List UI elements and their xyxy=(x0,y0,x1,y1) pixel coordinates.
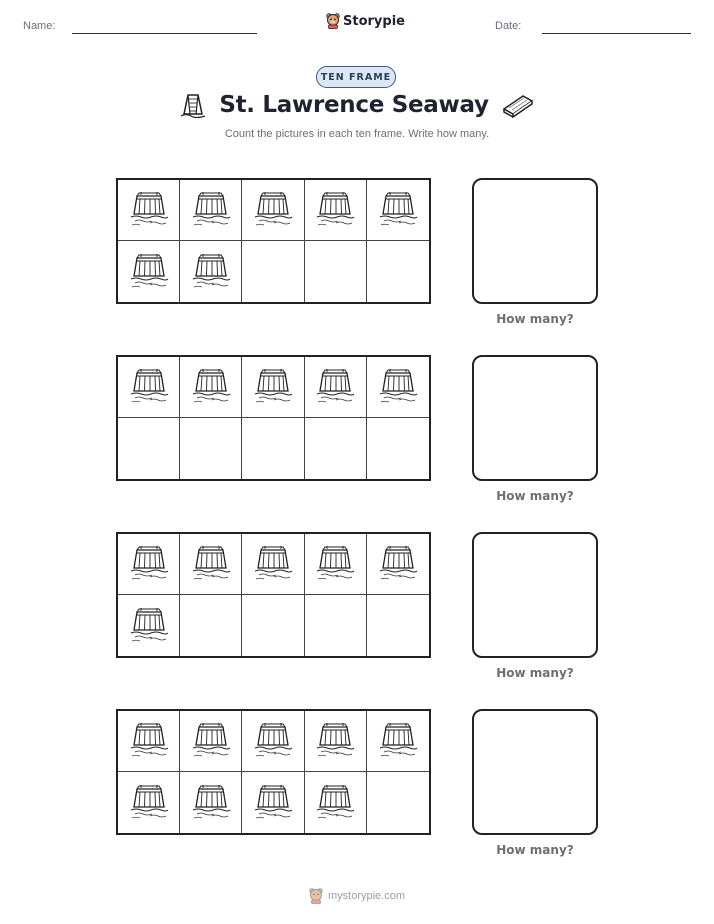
ten-frame-cell xyxy=(305,180,367,241)
ten-frame-cell xyxy=(367,418,429,479)
lock-gate-icon xyxy=(314,541,356,587)
ten-frame-cell xyxy=(242,180,304,241)
ten-frame-cell xyxy=(242,595,304,656)
ten-frame-cell xyxy=(367,357,429,418)
name-line[interactable] xyxy=(72,33,257,34)
lock-gate-icon xyxy=(314,364,356,410)
ten-frame-cell xyxy=(242,711,304,772)
lock-gate-icon xyxy=(190,364,232,410)
title-row xyxy=(0,92,714,118)
footer-url[interactable]: mystorypie.com xyxy=(327,890,406,902)
date-label: Date: xyxy=(495,20,522,32)
ten-frame-cell xyxy=(118,357,180,418)
answer-box-2[interactable] xyxy=(472,355,598,481)
how-many-label-1: How many? xyxy=(496,312,574,326)
lock-gate-icon xyxy=(128,187,170,233)
lock-gate-icon xyxy=(128,249,170,295)
ten-frame-cell xyxy=(242,241,304,302)
ten-frame-cell xyxy=(118,711,180,772)
lock-gate-icon xyxy=(314,718,356,764)
lock-gate-icon xyxy=(252,780,294,826)
ten-frame-cell xyxy=(367,595,429,656)
lock-gate-icon xyxy=(128,364,170,410)
ten-frame-cell xyxy=(118,772,180,833)
ten-frame-cell xyxy=(180,418,242,479)
lock-gate-icon xyxy=(377,187,419,233)
ten-frame-cell xyxy=(180,534,242,595)
lock-gate-icon xyxy=(377,718,419,764)
lock-gate-icon xyxy=(252,541,294,587)
how-many-label-3: How many? xyxy=(496,666,574,680)
lock-gate-icon xyxy=(128,718,170,764)
how-many-label-4: How many? xyxy=(496,843,574,857)
lock-gate-icon xyxy=(252,187,294,233)
gold-bar-icon xyxy=(501,92,535,118)
lock-gate-icon xyxy=(128,603,170,649)
ten-frame-4 xyxy=(116,709,431,835)
lock-gate-icon xyxy=(314,780,356,826)
date-line[interactable] xyxy=(542,33,691,34)
ten-frame-cell xyxy=(242,534,304,595)
lock-gate-icon xyxy=(190,187,232,233)
page-title: St. Lawrence Seaway xyxy=(219,92,489,118)
brand-logo xyxy=(326,13,405,29)
lock-gate-icon xyxy=(377,364,419,410)
lock-gate-icon xyxy=(314,187,356,233)
brand-name: Storypie xyxy=(343,13,405,29)
footer xyxy=(0,888,714,904)
ten-frame-badge: TEN FRAME xyxy=(316,66,396,88)
lock-gate-icon xyxy=(128,541,170,587)
ten-frame-cell xyxy=(367,711,429,772)
ten-frame-cell xyxy=(242,772,304,833)
ten-frame-cell xyxy=(180,595,242,656)
ten-frame-cell xyxy=(367,241,429,302)
lock-gate-icon xyxy=(252,718,294,764)
answer-box-3[interactable] xyxy=(472,532,598,658)
lock-gate-icon xyxy=(128,780,170,826)
storypie-bear-logo-icon xyxy=(326,13,340,29)
lock-gate-icon xyxy=(190,541,232,587)
ten-frame-cell xyxy=(180,241,242,302)
ten-frame-cell xyxy=(180,772,242,833)
ten-frame-cell xyxy=(118,534,180,595)
lock-gate-icon xyxy=(190,780,232,826)
ten-frame-cell xyxy=(305,711,367,772)
ten-frame-cell xyxy=(180,180,242,241)
ten-frame-2 xyxy=(116,355,431,481)
ten-frame-cell xyxy=(305,357,367,418)
lock-gate-icon xyxy=(377,541,419,587)
ten-frame-cell xyxy=(242,418,304,479)
canal-lock-icon xyxy=(179,92,207,118)
ten-frame-cell xyxy=(305,772,367,833)
answer-box-1[interactable] xyxy=(472,178,598,304)
ten-frame-cell xyxy=(305,418,367,479)
ten-frame-cell xyxy=(118,241,180,302)
lock-gate-icon xyxy=(252,364,294,410)
instructions: Count the pictures in each ten frame. Write how many. xyxy=(224,128,490,140)
how-many-label-2: How many? xyxy=(496,489,574,503)
ten-frame-cell xyxy=(305,241,367,302)
ten-frame-cell xyxy=(118,595,180,656)
ten-frame-cell xyxy=(118,418,180,479)
ten-frame-1 xyxy=(116,178,431,304)
ten-frame-cell xyxy=(305,534,367,595)
ten-frame-cell xyxy=(180,357,242,418)
ten-frame-cell xyxy=(367,534,429,595)
ten-frame-3 xyxy=(116,532,431,658)
answer-box-4[interactable] xyxy=(472,709,598,835)
ten-frame-cell xyxy=(367,180,429,241)
ten-frame-cell xyxy=(305,595,367,656)
storypie-bear-logo-icon xyxy=(309,888,323,904)
ten-frame-cell xyxy=(242,357,304,418)
ten-frame-cell xyxy=(118,180,180,241)
name-label: Name: xyxy=(23,20,56,32)
ten-frame-cell xyxy=(180,711,242,772)
lock-gate-icon xyxy=(190,718,232,764)
lock-gate-icon xyxy=(190,249,232,295)
ten-frame-cell xyxy=(367,772,429,833)
